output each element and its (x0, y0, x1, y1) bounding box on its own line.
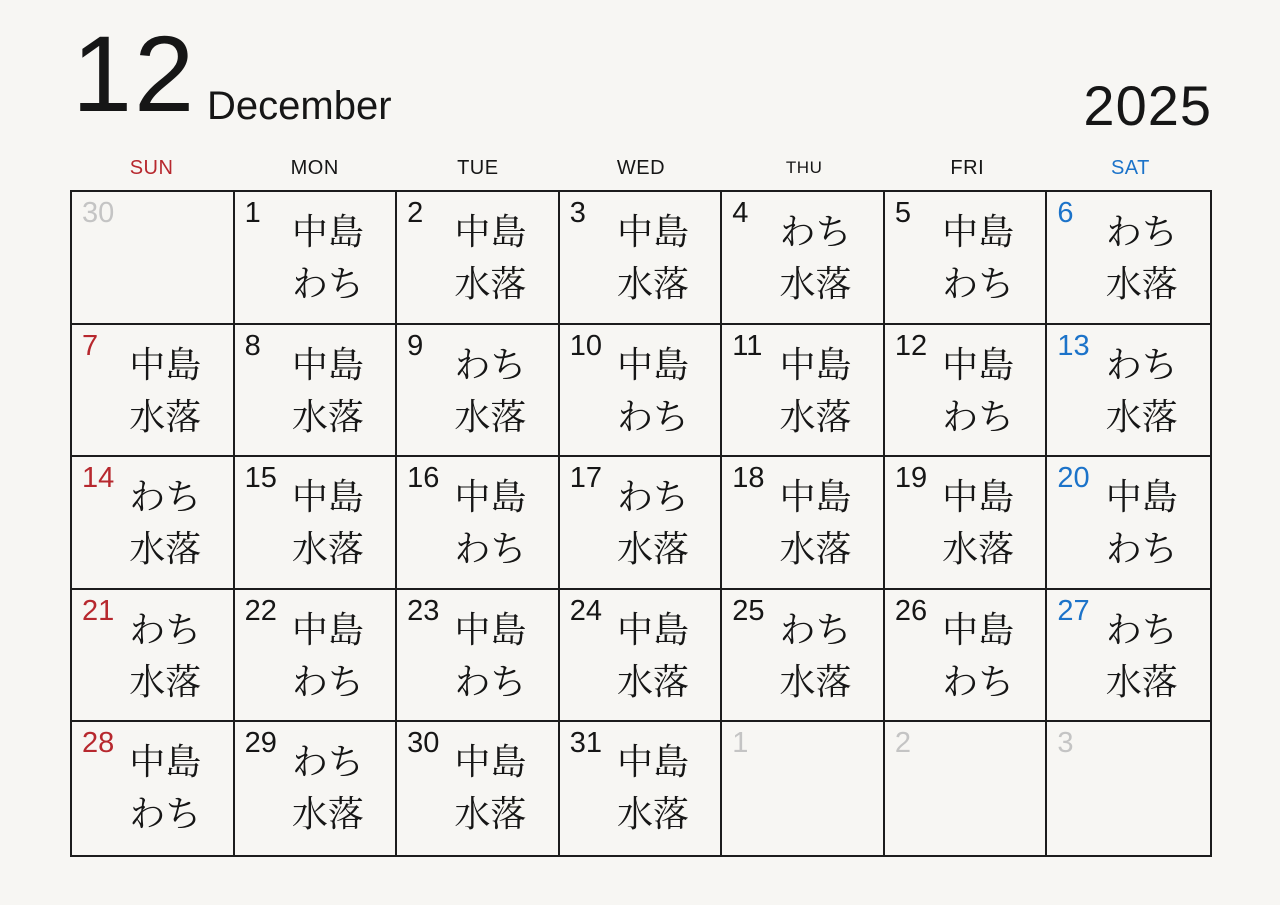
staff-names (915, 339, 1042, 443)
staff-name-2: 水落 (454, 395, 527, 437)
day-cell (72, 192, 235, 325)
staff-names (427, 339, 554, 443)
day-cell (72, 590, 235, 723)
date-number: 31 (569, 727, 602, 760)
day-cell (72, 722, 235, 855)
date-number: 19 (894, 462, 928, 495)
day-cell (560, 325, 723, 458)
date-number: 2 (894, 727, 911, 760)
staff-name-2: 水落 (1105, 660, 1178, 702)
staff-name-1: 中島 (616, 741, 689, 783)
staff-name-2: 水落 (616, 793, 689, 835)
staff-names (752, 206, 879, 310)
weekday-header-row (70, 150, 1212, 186)
staff-names (590, 604, 717, 708)
date-number: 27 (1057, 594, 1090, 627)
day-cell (397, 457, 560, 590)
date-number: 25 (732, 594, 765, 627)
staff-name-1: わち (1105, 343, 1178, 385)
staff-names (1077, 604, 1206, 708)
staff-name-2: わち (942, 395, 1015, 437)
date-number: 18 (732, 462, 765, 495)
day-cell (72, 457, 235, 590)
weekday-sat: SAT (1110, 156, 1150, 179)
staff-name-1: 中島 (942, 608, 1015, 650)
staff-name-2: 水落 (454, 793, 527, 835)
staff-name-2: 水落 (291, 793, 364, 835)
staff-name-2: わち (454, 660, 527, 702)
day-cell (885, 590, 1048, 723)
staff-name-2: 水落 (291, 395, 364, 437)
staff-name-2: 水落 (1105, 395, 1178, 437)
date-number: 11 (732, 329, 763, 362)
staff-name-2: 水落 (779, 263, 852, 304)
staff-name-2: わち (1105, 528, 1178, 570)
staff-names (265, 736, 392, 840)
date-number: 24 (569, 594, 602, 627)
staff-name-1: わち (616, 476, 689, 518)
staff-name-1: わち (1105, 211, 1178, 252)
date-number: 17 (569, 462, 602, 495)
staff-name-2: 水落 (129, 395, 202, 437)
day-cell (235, 325, 398, 458)
staff-names (1077, 471, 1206, 575)
staff-names (265, 206, 392, 310)
staff-name-1: 中島 (942, 476, 1015, 518)
day-cell (397, 192, 560, 325)
staff-name-1: 中島 (129, 343, 202, 385)
date-number: 5 (894, 197, 911, 229)
day-cell (885, 192, 1048, 325)
staff-names (427, 604, 554, 708)
date-number: 6 (1057, 197, 1074, 229)
date-number: 1 (732, 727, 749, 760)
day-cell (560, 192, 723, 325)
staff-name-1: わち (454, 343, 527, 385)
date-number: 28 (82, 727, 115, 760)
staff-name-2: わち (942, 660, 1015, 702)
staff-names (1077, 206, 1206, 310)
date-number: 2 (407, 197, 424, 229)
staff-name-1: 中島 (616, 608, 689, 650)
day-cell (397, 722, 560, 855)
date-number: 3 (1057, 727, 1074, 760)
day-cell (885, 325, 1048, 458)
day-cell (1047, 192, 1210, 325)
date-number: 16 (407, 462, 440, 495)
staff-name-1: 中島 (291, 476, 364, 518)
staff-name-1: 中島 (616, 211, 689, 252)
day-cell (397, 325, 560, 458)
date-number: 21 (82, 594, 115, 627)
staff-name-1: 中島 (942, 343, 1015, 385)
staff-names (590, 339, 717, 443)
date-number: 30 (82, 197, 115, 229)
day-cell (1047, 722, 1210, 855)
staff-name-1: 中島 (291, 211, 364, 252)
date-number: 22 (244, 594, 277, 627)
staff-names (590, 736, 717, 840)
day-cell (235, 590, 398, 723)
day-cell (722, 722, 885, 855)
staff-name-1: わち (129, 608, 202, 650)
date-number: 29 (244, 727, 277, 760)
day-cell (397, 590, 560, 723)
staff-name-1: わち (291, 741, 364, 783)
staff-name-2: 水落 (129, 528, 202, 570)
day-cell (235, 457, 398, 590)
date-number: 20 (1057, 462, 1090, 495)
day-cell (885, 457, 1048, 590)
date-number: 30 (407, 727, 440, 760)
staff-names (1077, 339, 1206, 443)
staff-names (752, 471, 879, 575)
staff-names (427, 471, 554, 575)
staff-name-2: 水落 (129, 660, 202, 702)
date-number: 9 (407, 329, 424, 362)
day-cell (722, 457, 885, 590)
staff-name-1: 中島 (454, 211, 527, 252)
staff-name-2: 水落 (616, 528, 689, 570)
staff-names (752, 339, 879, 443)
staff-name-1: わち (1105, 608, 1178, 650)
month-number: 12 (72, 13, 197, 134)
date-number: 26 (894, 594, 928, 627)
weekday-tue: TUE (457, 156, 499, 179)
staff-name-2: 水落 (942, 528, 1015, 570)
staff-name-2: わち (291, 263, 364, 304)
day-cell (722, 325, 885, 458)
weekday-thu: THU (785, 158, 823, 177)
staff-names (102, 736, 229, 840)
staff-name-2: 水落 (291, 528, 364, 570)
day-cell (722, 192, 885, 325)
staff-name-2: わち (454, 528, 527, 570)
staff-name-1: 中島 (779, 343, 852, 385)
date-number: 3 (569, 197, 586, 229)
staff-names (102, 471, 229, 575)
staff-name-1: 中島 (291, 343, 364, 385)
date-number: 15 (244, 462, 277, 495)
staff-name-1: 中島 (129, 741, 202, 783)
staff-name-2: わち (942, 263, 1015, 304)
staff-names (915, 206, 1042, 310)
staff-name-1: 中島 (454, 608, 527, 650)
staff-name-2: わち (129, 793, 202, 835)
date-number: 4 (732, 197, 749, 229)
staff-name-1: 中島 (616, 343, 689, 385)
staff-name-2: 水落 (779, 660, 852, 702)
day-cell (1047, 457, 1210, 590)
date-number: 12 (894, 329, 928, 362)
staff-names (102, 339, 229, 443)
staff-names (915, 471, 1042, 575)
staff-name-2: 水落 (779, 528, 852, 570)
date-number: 7 (82, 329, 99, 362)
staff-names (265, 604, 392, 708)
staff-name-2: わち (291, 660, 364, 702)
staff-name-2: 水落 (454, 263, 527, 304)
day-cell (885, 722, 1048, 855)
weekday-fri: FRI (950, 156, 985, 179)
date-number: 8 (244, 329, 261, 362)
staff-name-1: 中島 (942, 211, 1015, 252)
staff-names (590, 206, 717, 310)
date-number: 1 (244, 197, 261, 229)
day-cell (722, 590, 885, 723)
staff-names (265, 471, 392, 575)
staff-name-1: 中島 (454, 741, 527, 783)
day-cell (560, 590, 723, 723)
day-cell (560, 457, 723, 590)
day-cell (1047, 590, 1210, 723)
staff-name-1: わち (129, 476, 202, 518)
staff-name-1: わち (779, 211, 852, 252)
date-number: 23 (407, 594, 440, 627)
day-cell (72, 325, 235, 458)
weekday-sun: SUN (129, 156, 174, 179)
staff-name-2: 水落 (779, 395, 852, 437)
staff-names (427, 736, 554, 840)
staff-name-2: 水落 (616, 263, 689, 304)
date-number: 14 (82, 462, 115, 495)
staff-names (427, 206, 554, 310)
day-cell (235, 722, 398, 855)
weekday-wed: WED (616, 156, 666, 179)
date-number: 13 (1057, 329, 1090, 362)
month-name: December (207, 84, 392, 128)
weekday-mon: MON (290, 156, 339, 179)
staff-name-2: 水落 (616, 660, 689, 702)
staff-names (102, 604, 229, 708)
staff-name-2: 水落 (1105, 263, 1178, 304)
date-number: 10 (569, 329, 602, 362)
staff-name-1: 中島 (1105, 476, 1178, 518)
staff-name-1: わち (779, 608, 852, 650)
staff-names (265, 339, 392, 443)
staff-names (590, 471, 717, 575)
calendar-grid (70, 190, 1212, 857)
day-cell (1047, 325, 1210, 458)
staff-name-1: 中島 (454, 476, 527, 518)
staff-name-2: わち (616, 395, 689, 437)
staff-names (915, 604, 1042, 708)
staff-name-1: 中島 (779, 476, 852, 518)
year-label: 2025 (1083, 74, 1212, 137)
day-cell (560, 722, 723, 855)
staff-names (752, 604, 879, 708)
day-cell (235, 192, 398, 325)
staff-name-1: 中島 (291, 608, 364, 650)
